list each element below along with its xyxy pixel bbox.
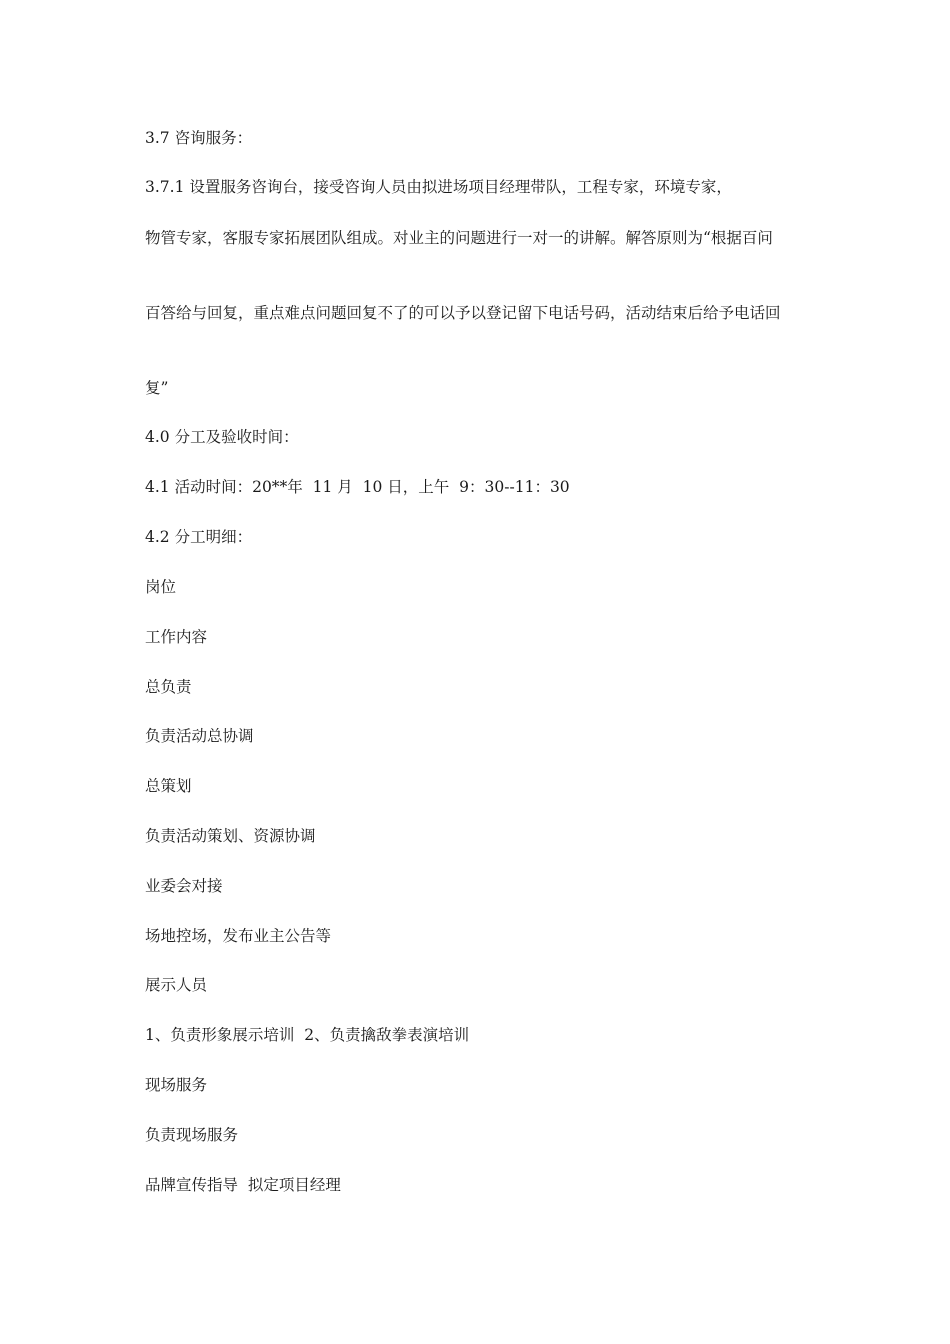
role-committee-liaison: 业委会对接: [145, 877, 223, 895]
role-onsite-service: 现场服务: [145, 1076, 208, 1094]
activity-time: 4.1 活动时间：20**年 11 月 10 日，上午 9：30--11：30: [145, 478, 570, 496]
paragraph-3-7-1-line-2: 物管专家，客服专家拓展团队组成。对业主的问题进行一对一的讲解。解答原则为“根据百问: [145, 229, 773, 247]
section-3-7-heading: 3.7 咨询服务：: [145, 129, 253, 147]
role-chief-planner: 总策划: [145, 777, 192, 795]
role-display-staff: 展示人员: [145, 976, 208, 994]
section-4-2-heading: 4.2 分工明细：: [145, 528, 253, 546]
duty-chief-planner: 负责活动策划、资源协调: [145, 827, 316, 845]
duty-onsite-service: 负责现场服务: [145, 1126, 239, 1144]
duty-committee-liaison: 场地控场，发布业主公告等: [145, 927, 332, 945]
paragraph-3-7-1-line-3: 百答给与回复，重点难点问题回复不了的可以予以登记留下电话号码，活动结束后给予电话回: [145, 304, 781, 322]
duty-display-staff: 1、负责形象展示培训 2、负责擒敌拳表演培训: [145, 1026, 470, 1044]
section-4-0-heading: 4.0 分工及验收时间：: [145, 428, 299, 446]
paragraph-3-7-1-line-4: 复”: [145, 379, 169, 397]
role-general-lead: 总负责: [145, 678, 192, 696]
table-header-content: 工作内容: [145, 628, 208, 646]
table-header-position: 岗位: [145, 578, 177, 596]
role-brand-guidance: 品牌宣传指导 拟定项目经理: [145, 1176, 341, 1194]
duty-general-lead: 负责活动总协调: [145, 727, 254, 745]
paragraph-3-7-1-line-1: 3.7.1 设置服务咨询台，接受咨询人员由拟进场项目经理带队，工程专家，环境专家，: [145, 178, 732, 196]
